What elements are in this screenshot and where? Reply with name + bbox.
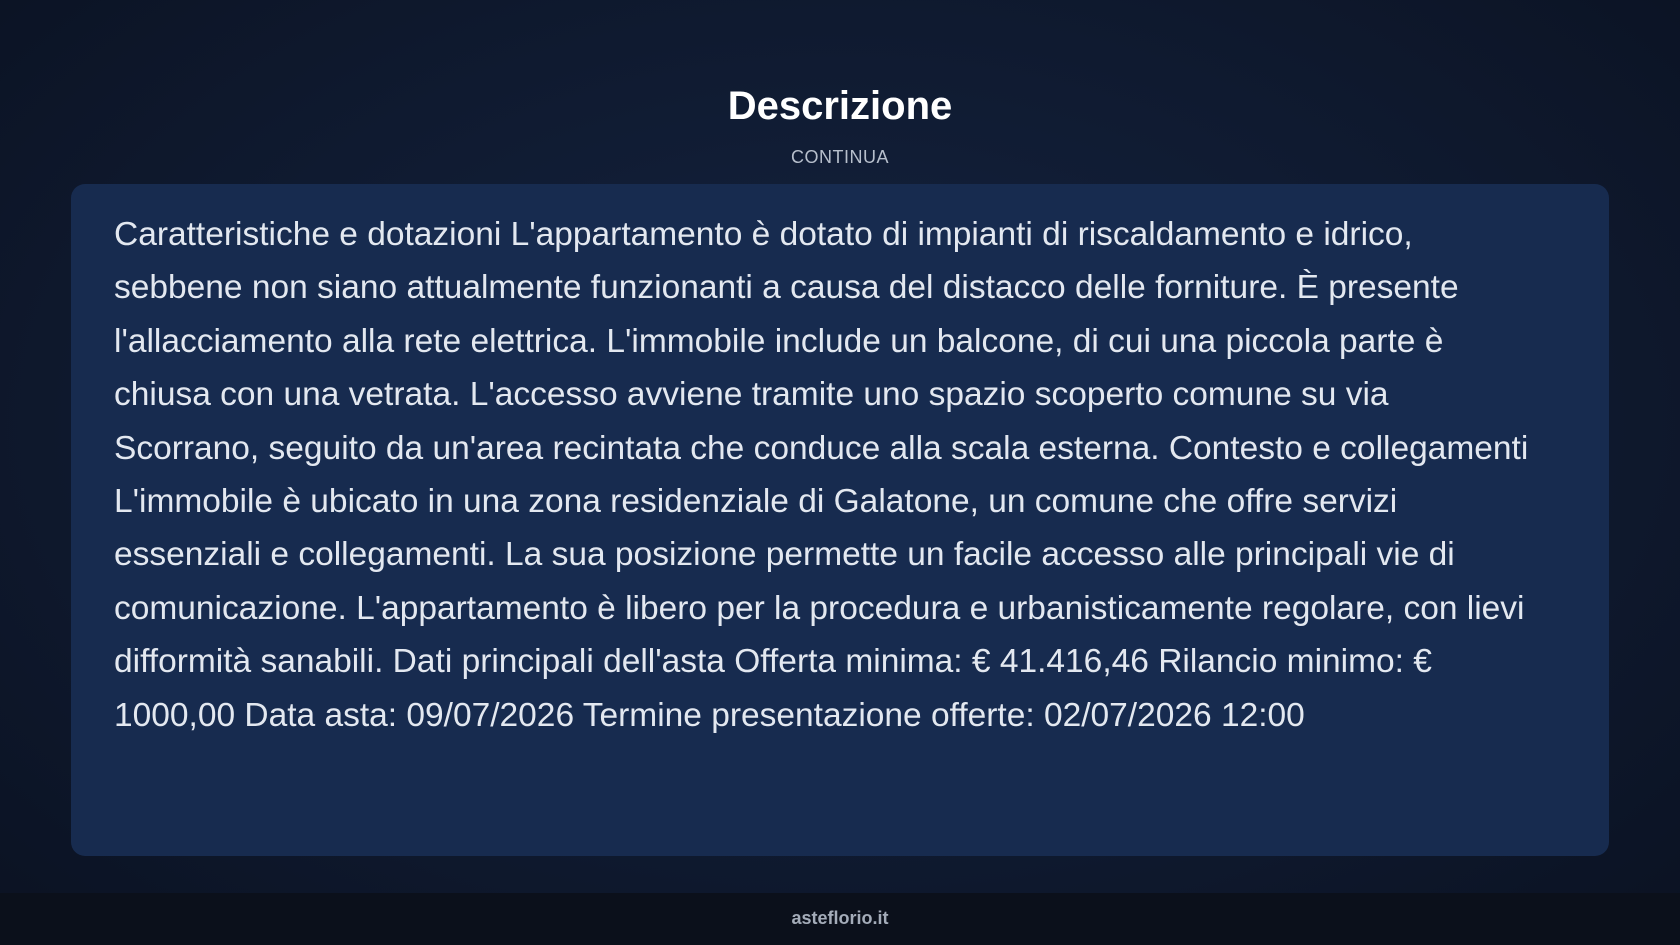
footer-site-name: asteflorio.it	[791, 908, 889, 928]
description-card	[71, 184, 1609, 856]
page-title: Descrizione	[727, 84, 953, 128]
footer	[0, 893, 1680, 945]
page-subtitle: CONTINUA	[791, 147, 889, 167]
description-text: Caratteristiche e dotazioni L'appartamento è dotato di impianti di riscaldamento e idrico, sebbene non siano attualmente funzionanti a causa del distacco delle forniture. È presente l'allacciamento alla rete elettrica. L'immobile include un balcone, di cui una piccola parte è chiusa con una vetrata. L'accesso avviene tramite uno spazio scoperto comune su via Scorrano, seguito da un'area recintata che conduce alla scala esterna. Contesto e collegamenti L'immobile è ubicato in una zona residenziale di Galatone, un comune che offre servizi essenziali e collegamenti. La sua posizione permette un facile accesso alle principali vie di comunicazione. L'appartamento è libero per la procedura e urbanisticamente regolare, con lievi difformità sanabili. Dati principali dell'asta Offerta minima: € 41.416,46 Rilancio minimo: € 1000,00 Data asta: 09/07/2026 Termine presentazione offerte: 02/07/2026 12:00	[114, 216, 1529, 734]
